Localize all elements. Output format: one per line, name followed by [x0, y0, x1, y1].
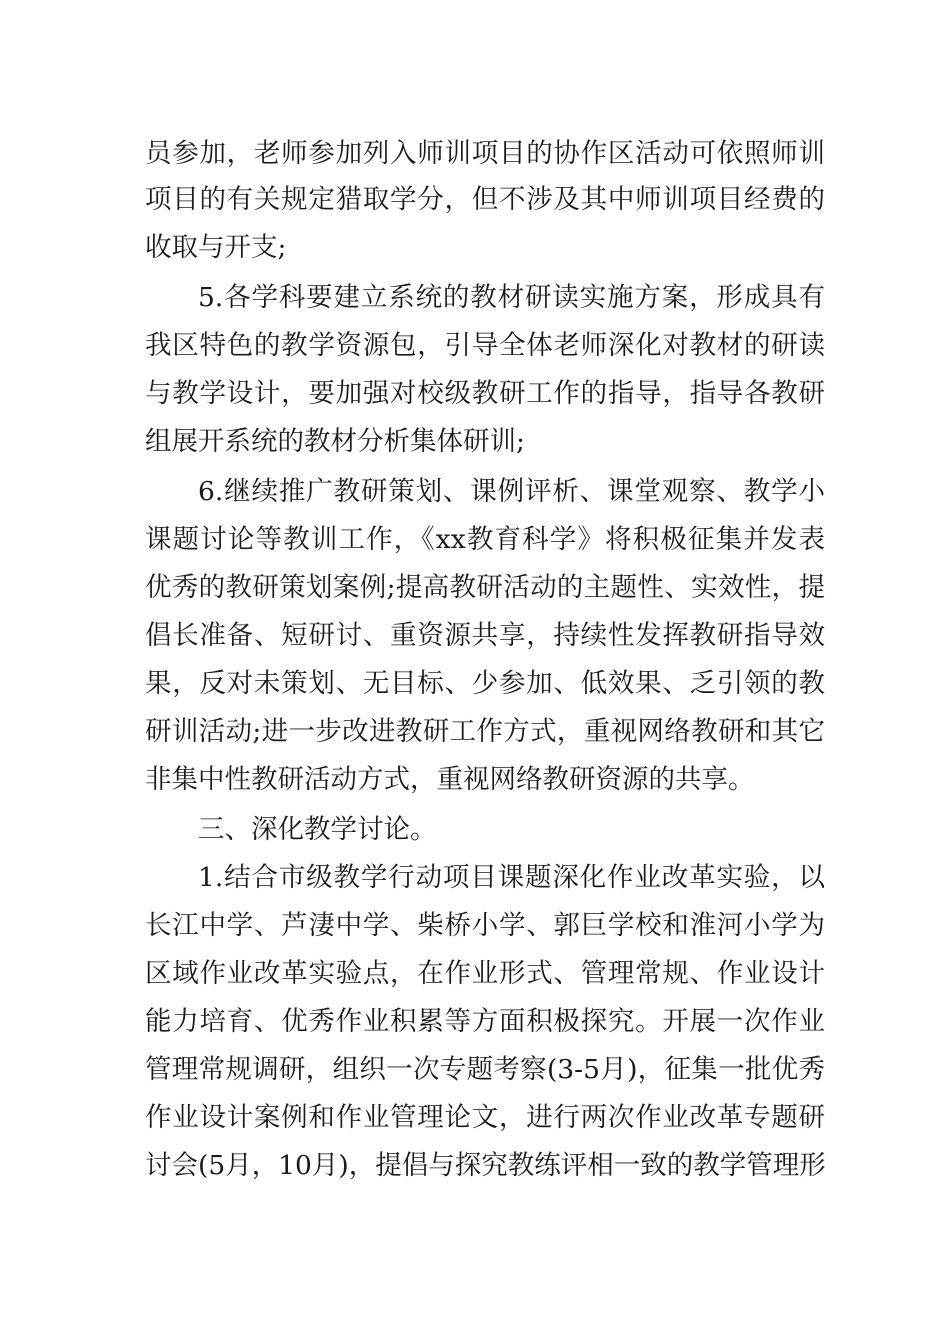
text-line: 收取与开支; — [145, 232, 287, 263]
text-line: 倡长准备、短研讨、重资源共享，持续性发挥教研指导效 — [145, 620, 825, 651]
text-line: 能力培育、优秀作业积累等方面积极探究。开展一次作业 — [145, 1006, 825, 1037]
text-line: 5.各学科要建立系统的教材研读实施方案，形成具有 — [198, 282, 825, 313]
text-line: 长江中学、芦淒中学、柴桥小学、郭巨学校和淮河小学为 — [145, 910, 825, 941]
text-line: 组展开系统的教材分析集体研训; — [145, 426, 525, 457]
text-line: 管理常规调研，组织一次专题考察(3-5月)，征集一批优秀 — [145, 1054, 825, 1085]
text-line: 1.结合市级教学行动项目课题深化作业改革实验，以 — [198, 862, 825, 893]
section-heading: 三、深化教学讨论。 — [198, 814, 437, 845]
text-line: 与教学设计，要加强对校级教研工作的指导，指导各教研 — [145, 378, 825, 409]
text-line: 员参加，老师参加列入师训项目的协作区活动可依照师训 — [145, 138, 825, 169]
text-line: 课题讨论等教训工作，《xx教育科学》将积极征集并发表 — [145, 524, 825, 555]
text-line: 研训活动;进一步改进教研工作方式，重视网络教研和其它 — [145, 716, 825, 747]
text-line: 非集中性教研活动方式，重视网络教研资源的共享。 — [145, 764, 755, 795]
text-line: 区域作业改革实验点，在作业形式、管理常规、作业设计 — [145, 958, 825, 989]
text-line: 讨会(5月，10月)，提倡与探究教练评相一致的教学管理形 — [145, 1150, 826, 1181]
text-line: 作业设计案例和作业管理论文，进行两次作业改革专题研 — [145, 1102, 825, 1133]
text-line: 6.继续推广教研策划、课例评析、课堂观察、教学小 — [198, 476, 825, 507]
text-line: 优秀的教研策划案例;提高教研活动的主题性、实效性，提 — [145, 572, 825, 603]
text-line: 我区特色的教学资源包，引导全体老师深化对教材的研读 — [145, 330, 825, 361]
text-line: 果，反对未策划、无目标、少参加、低效果、乏引领的教 — [145, 668, 825, 699]
text-line: 项目的有关规定猎取学分，但不涉及其中师训项目经费的 — [145, 184, 825, 215]
